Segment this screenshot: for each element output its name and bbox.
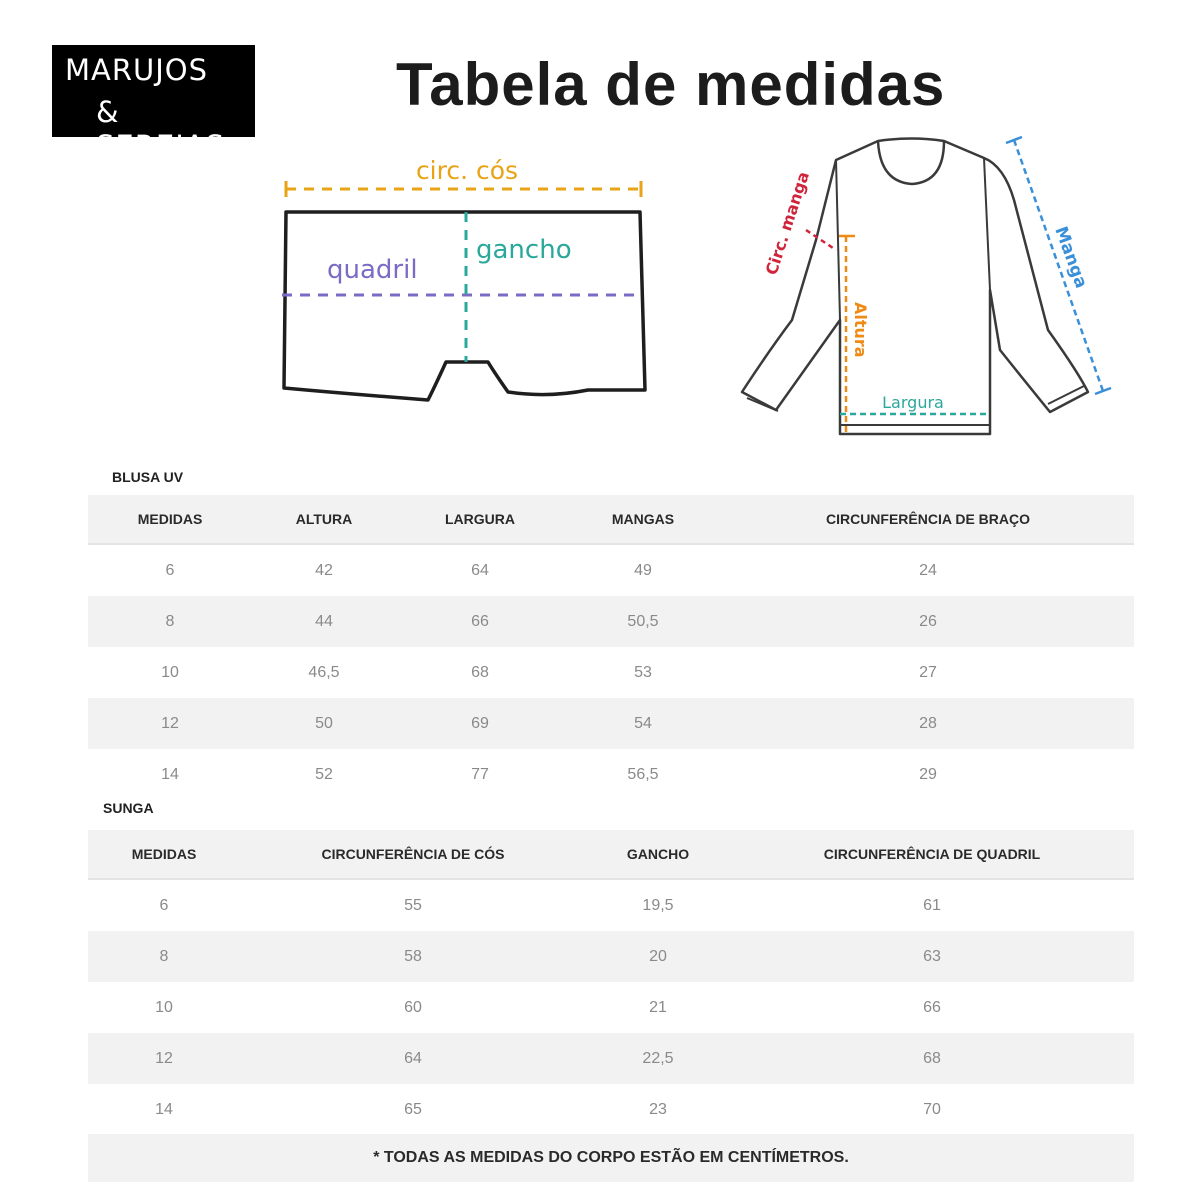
column-header: MANGAS bbox=[564, 495, 722, 544]
shirt-diagram bbox=[742, 137, 1111, 434]
rise-label: gancho bbox=[476, 235, 572, 265]
column-header: GANCHO bbox=[586, 830, 730, 879]
table-cell: 21 bbox=[649, 998, 667, 1016]
table-row bbox=[88, 698, 1134, 749]
column-header: MEDIDAS bbox=[88, 830, 240, 879]
table-cell: 50,5 bbox=[564, 596, 722, 647]
table-cell: 65 bbox=[404, 1100, 422, 1118]
height-label: Altura bbox=[851, 302, 870, 358]
column-header: CIRCUNFERÊNCIA DE QUADRIL bbox=[730, 830, 1134, 879]
blusa-section-title: BLUSA UV bbox=[112, 469, 184, 485]
table-cell: 20 bbox=[586, 931, 730, 982]
table-row bbox=[88, 749, 1134, 800]
table-cell: 52 bbox=[315, 765, 333, 783]
sunga-size-table bbox=[88, 830, 1134, 1135]
table-cell: 55 bbox=[404, 896, 422, 914]
table-cell: 14 bbox=[161, 765, 179, 783]
page-title: Tabela de medidas bbox=[396, 51, 946, 118]
table-cell: 58 bbox=[240, 931, 586, 982]
table-cell: 12 bbox=[88, 698, 252, 749]
table-cell: 64 bbox=[240, 1033, 586, 1084]
table-cell: 24 bbox=[919, 561, 937, 579]
hip-label: quadril bbox=[327, 255, 418, 285]
table-cell: 26 bbox=[722, 596, 1134, 647]
column-header: LARGURA bbox=[396, 495, 564, 544]
table-cell: 8 bbox=[88, 931, 240, 982]
table-cell: 68 bbox=[730, 1033, 1134, 1084]
waist-label: circ. cós bbox=[415, 156, 519, 185]
table-cell: 12 bbox=[88, 1033, 240, 1084]
table-cell: 6 bbox=[159, 896, 169, 914]
table-cell: 10 bbox=[155, 998, 173, 1016]
table-cell: 22,5 bbox=[586, 1033, 730, 1084]
table-cell: 69 bbox=[396, 698, 564, 749]
table-row bbox=[88, 544, 1134, 596]
table-cell: 27 bbox=[919, 663, 937, 681]
sunga-section-title: SUNGA bbox=[103, 800, 154, 816]
table-row bbox=[88, 596, 1134, 647]
table-cell: 44 bbox=[252, 596, 396, 647]
table-cell: 42 bbox=[315, 561, 333, 579]
table-cell: 54 bbox=[564, 698, 722, 749]
table-header-row bbox=[88, 830, 1134, 879]
table-cell: 63 bbox=[730, 931, 1134, 982]
table-cell: 50 bbox=[252, 698, 396, 749]
blusa-size-table bbox=[88, 495, 1134, 800]
table-cell: 19,5 bbox=[642, 896, 674, 914]
table-row bbox=[88, 1033, 1134, 1084]
table-header-row bbox=[88, 495, 1134, 544]
table-cell: 46,5 bbox=[308, 663, 340, 681]
column-header: CIRCUNFERÊNCIA DE BRAÇO bbox=[722, 495, 1134, 544]
width-label: Largura bbox=[882, 393, 944, 412]
table-row bbox=[88, 982, 1134, 1033]
table-cell: 66 bbox=[396, 596, 564, 647]
table-row bbox=[88, 647, 1134, 698]
table-cell: 53 bbox=[634, 663, 652, 681]
table-cell: 61 bbox=[923, 896, 941, 914]
table-row bbox=[88, 879, 1134, 931]
table-cell: 28 bbox=[722, 698, 1134, 749]
table-row bbox=[88, 1084, 1134, 1135]
table-cell: 77 bbox=[471, 765, 489, 783]
brand-line-2: & SEREIAS bbox=[96, 95, 226, 163]
arm-circ-label: Circ. manga bbox=[761, 169, 813, 278]
sleeve-label: Manga bbox=[1050, 223, 1092, 291]
table-cell: 66 bbox=[923, 998, 941, 1016]
table-cell: 60 bbox=[404, 998, 422, 1016]
table-cell: 10 bbox=[161, 663, 179, 681]
measurement-diagrams bbox=[0, 0, 1200, 450]
column-header: ALTURA bbox=[252, 495, 396, 544]
table-cell: 70 bbox=[923, 1100, 941, 1118]
table-cell: 6 bbox=[165, 561, 175, 579]
column-header: CIRCUNFERÊNCIA DE CÓS bbox=[240, 830, 586, 879]
units-note: * TODAS AS MEDIDAS DO CORPO ESTÃO EM CENTÍMETROS. bbox=[88, 1134, 1134, 1182]
table-cell: 64 bbox=[471, 561, 489, 579]
column-header: MEDIDAS bbox=[88, 495, 252, 544]
table-cell: 68 bbox=[471, 663, 489, 681]
table-cell: 23 bbox=[649, 1100, 667, 1118]
brand-line-1: MARUJOS bbox=[65, 53, 209, 87]
table-cell: 56,5 bbox=[627, 765, 659, 783]
table-cell: 29 bbox=[919, 765, 937, 783]
table-cell: 14 bbox=[155, 1100, 173, 1118]
table-cell: 8 bbox=[88, 596, 252, 647]
table-row bbox=[88, 931, 1134, 982]
shorts-diagram bbox=[282, 156, 645, 400]
table-cell: 49 bbox=[634, 561, 652, 579]
